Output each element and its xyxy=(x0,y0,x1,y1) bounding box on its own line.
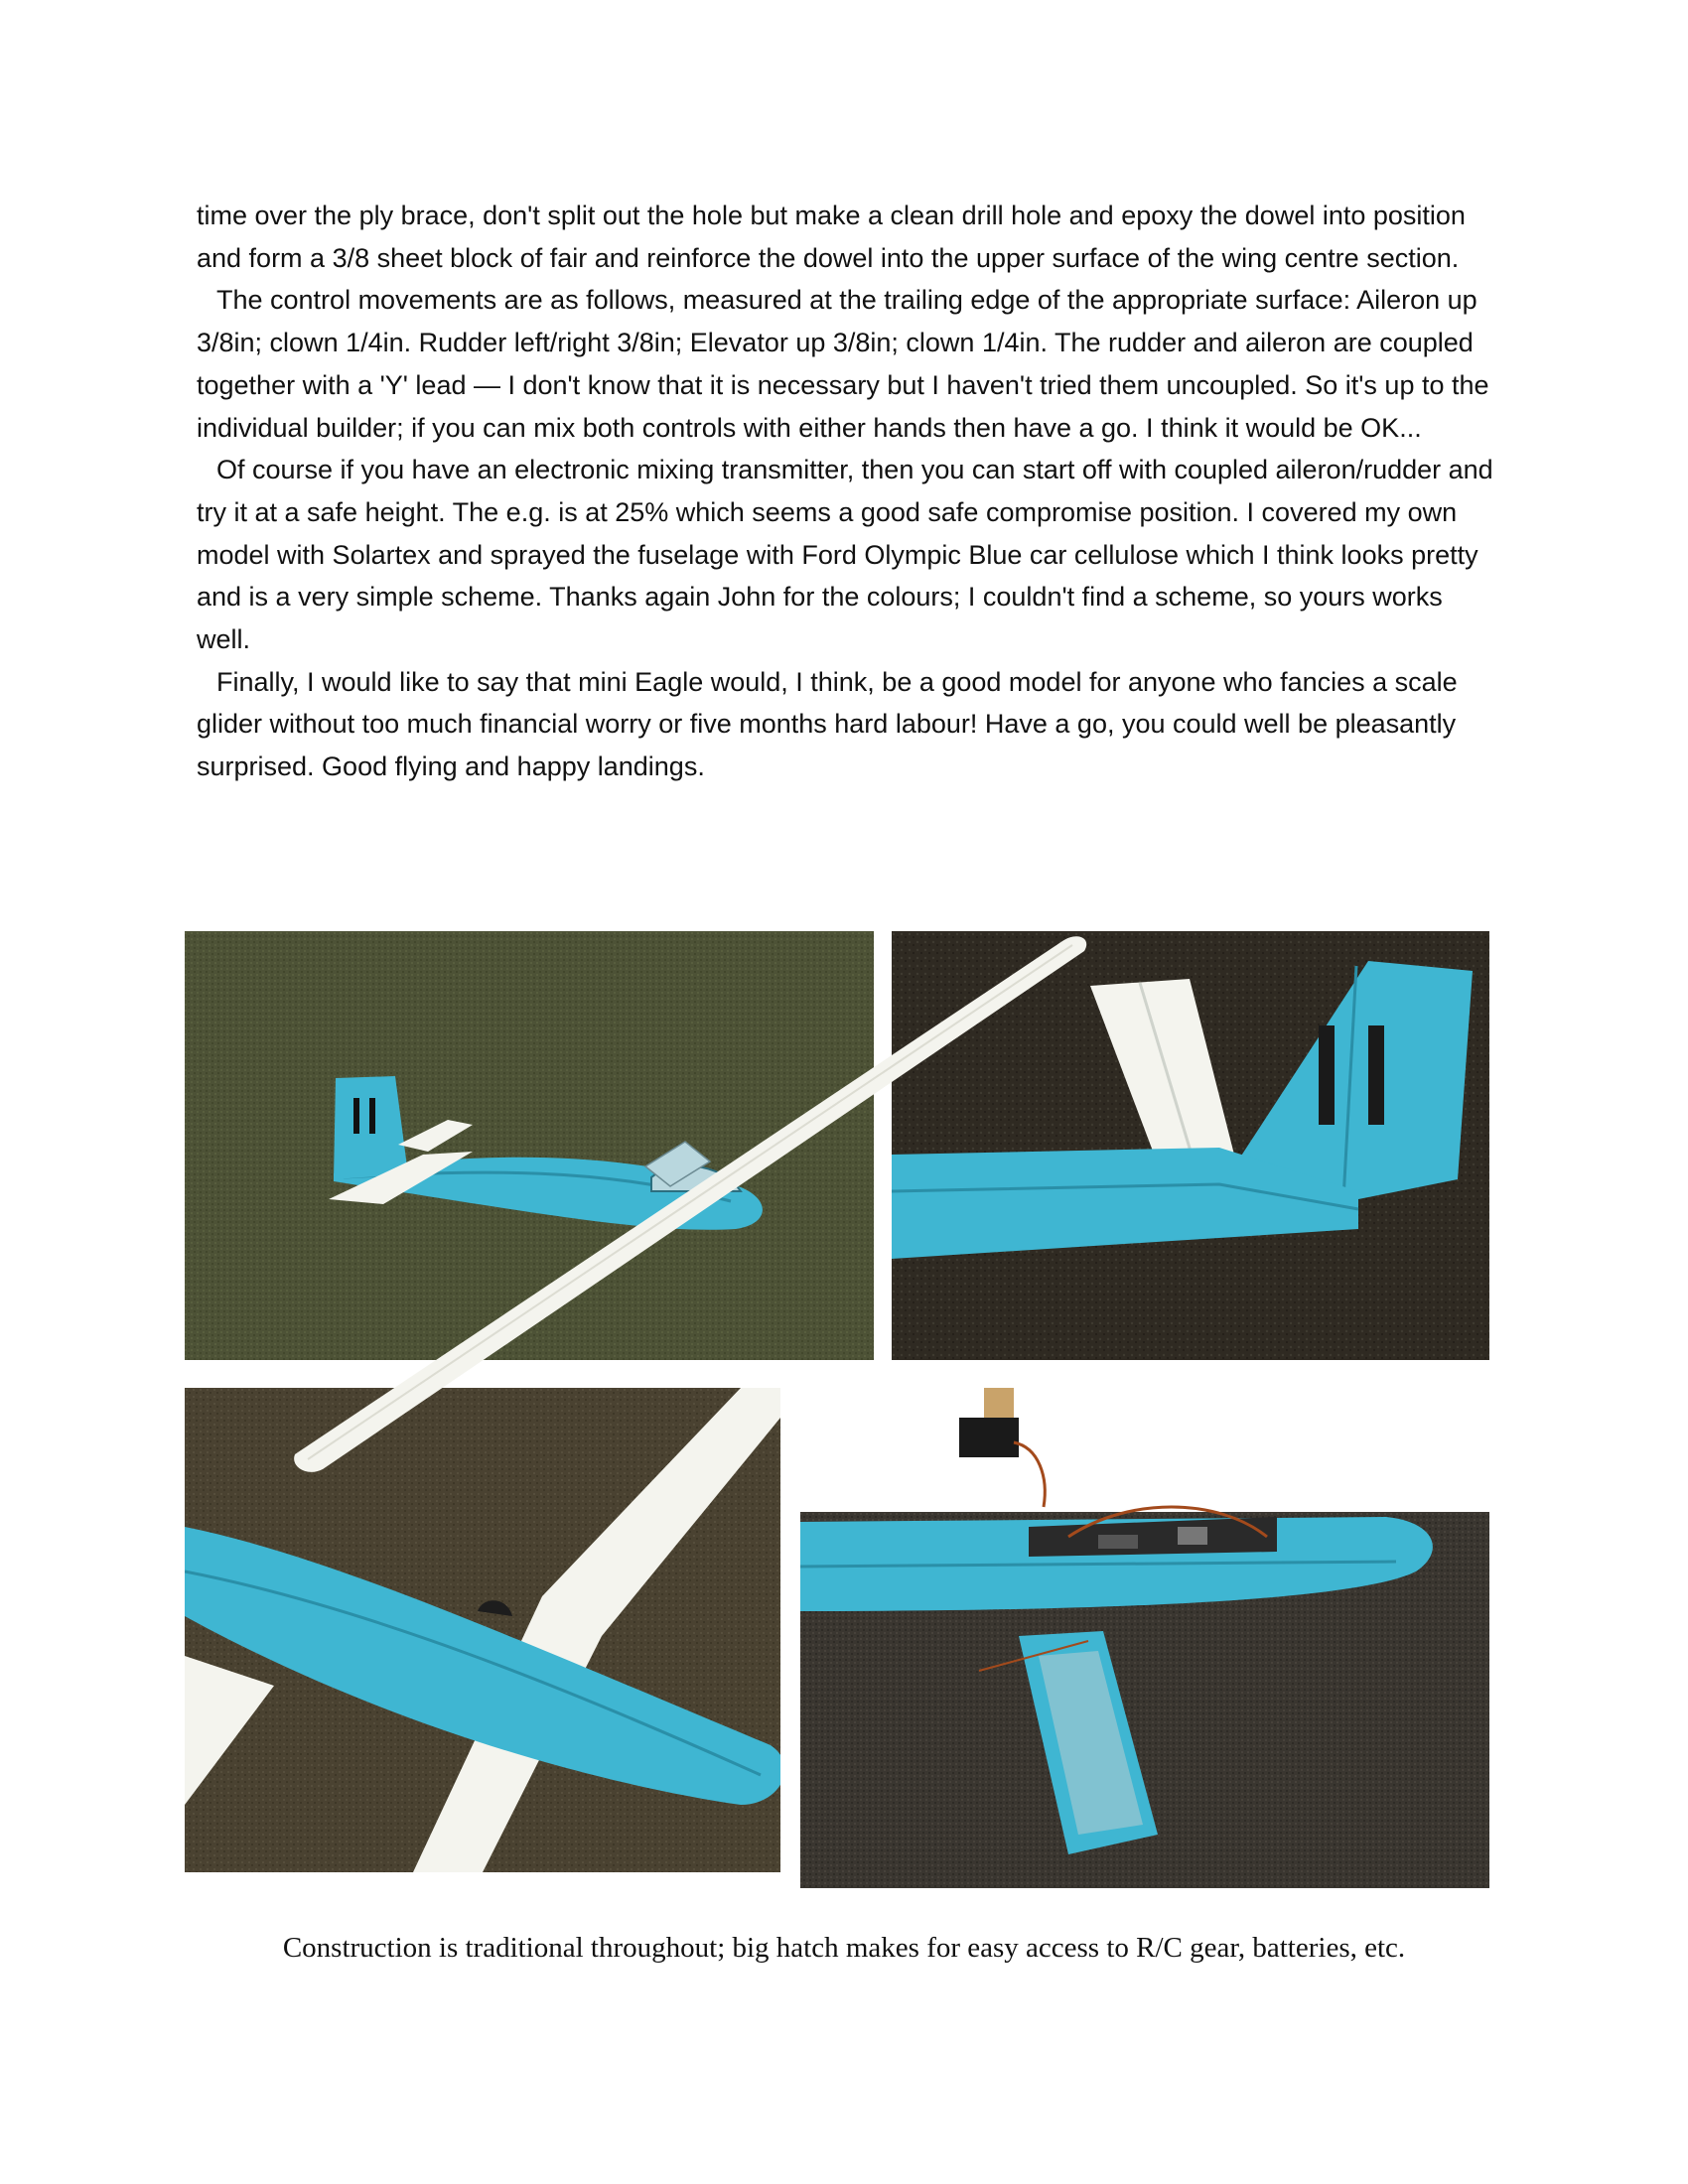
paragraph-1: time over the ply brace, don't split out the hole but make a clean drill hole and epoxy the dowel into position and form a 3/8 sheet block of fair and reinforce the dowel into the upper surface of the wing centre section. xyxy=(197,201,1466,273)
paragraph-2: The control movements are as follows, measured at the trailing edge of the appropriate surface: Aileron up 3/8in; clown 1/4in. Rudder left/right 3/8in; Elevator up 3/8in; clown 1/4in. The rudder and aileron are coupled together with a 'Y' lead — I don't know that it is necessary but I haven't tried them uncoupled. So it's up to the individual builder; if you can mix both controls with either hands then have a go. I think it would be OK... xyxy=(197,285,1489,443)
paragraph-4: Finally, I would like to say that mini Eagle would, I think, be a good model for anyone who fancies a scale glider without too much financial worry or five months hard labour! Have a go, you could well be pleasantly surprised. Good flying and happy landings. xyxy=(197,666,1458,782)
photo-open-hatch-rc-gear xyxy=(800,1388,1489,1888)
photo-fuselage-wing-root xyxy=(185,1388,780,1872)
photo-glider-on-grass xyxy=(185,931,874,1360)
paragraph-3: Of course if you have an electronic mixing transmitter, then you can start off with coupled aileron/rudder and try it at a safe height. The e.g. is at 25% which seems a good safe compromise position. I covered my own model with Solartex and sprayed the fuselage with Ford Olympic Blue car cellulose which I think looks pretty and is a very simple scheme. Thanks again John for the colours; I couldn't find a scheme, so yours works well. xyxy=(197,455,1493,655)
article-body xyxy=(197,195,1497,788)
photo-caption: Construction is traditional throughout; big hatch makes for easy access to R/C gear, batteries, etc. xyxy=(282,1932,1406,1964)
photo-tail-closeup xyxy=(892,931,1489,1360)
